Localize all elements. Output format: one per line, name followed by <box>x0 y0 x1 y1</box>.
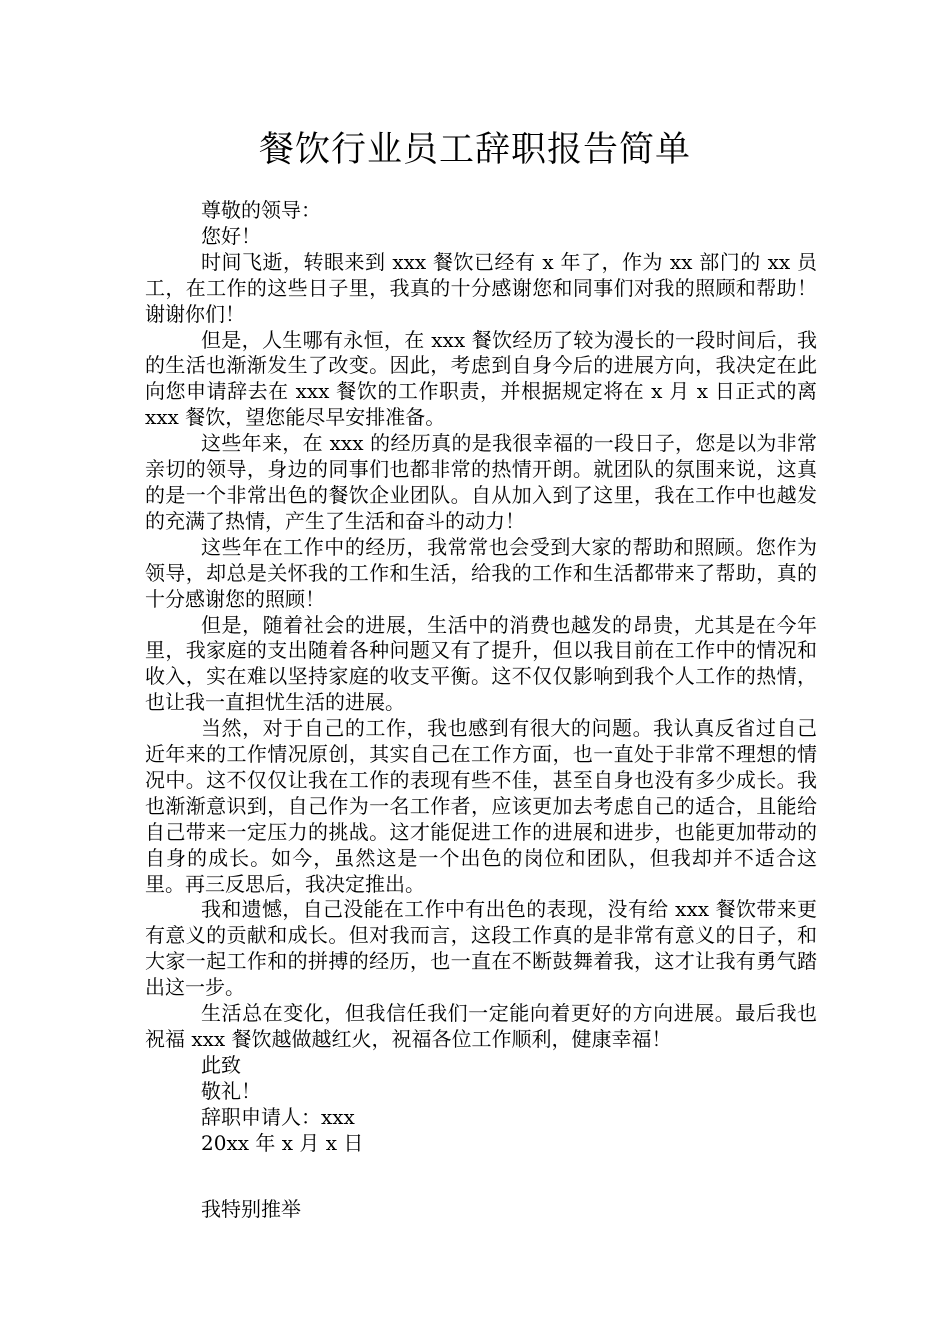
paragraph: 但是，随着社会的进展，生活中的消费也越发的昂贵，尤其是在今年里，我家庭的支出随着各种问题又有了提升，但以我目前在工作中的情况和收入，实在难以坚持家庭的收支平衡。这不仅仅影响到我个人工作的热情，也让我一直担忧生活的进展。 <box>145 612 817 715</box>
document-title: 餐饮行业员工辞职报告简单 <box>258 130 691 170</box>
letter-body <box>145 198 817 1157</box>
signature: 辞职申请人：xxx <box>201 1104 355 1129</box>
closing-regards: 敬礼！ <box>201 1078 261 1103</box>
date: 20xx 年 x 月 x 日 <box>201 1130 364 1155</box>
salutation: 尊敬的领导： <box>201 198 321 222</box>
paragraph: 这些年来，在 xxx 的经历真的是我很幸福的一段日子，您是以为非常亲切的领导，身边的同事们也都非常的热情开朗。就团队的氛围来说，这真的是一个非常出色的餐饮企业团队。自从加入到了这里，我在工作中也越发的充满了热情，产生了生活和奋斗的动力！ <box>145 431 817 533</box>
paragraph: 生活总在变化，但我信任我们一定能向着更好的方向进展。最后我也祝福 xxx 餐饮越做越红火，祝福各位工作顺利，健康幸福！ <box>145 1001 817 1051</box>
paragraph: 当然，对于自己的工作，我也感到有很大的问题。我认真反省过自己近年来的工作情况原创，其实自己在工作方面，也一直处于非常不理想的情况中。这不仅仅让我在工作的表现有些不佳，甚至自身也没有多少成长。我也渐渐意识到，自己作为一名工作者，应该更加去考虑自己的适合，且能给自己带来一定压力的挑战。这才能促进工作的进展和进步，也能更加带动的自身的成长。如今，虽然这是一个出色的岗位和团队，但我却并不适合这里。再三反思后，我决定推出。 <box>145 716 817 896</box>
closing-line: 此致 <box>201 1052 241 1077</box>
paragraph: 这些年在工作中的经历，我常常也会受到大家的帮助和照顾。您作为领导，却总是关怀我的工作和生活，给我的工作和生活都带来了帮助，真的十分感谢您的照顾！ <box>145 534 817 611</box>
paragraph: 我和遗憾，自己没能在工作中有出色的表现，没有给 xxx 餐饮带来更有意义的贡献和成长。但对我而言，这段工作真的是非常有意义的日子，和大家一起工作和的拼搏的经历，也一直在不断鼓舞着我，这才让我有勇气踏出这一步。 <box>145 897 817 1000</box>
footer-note: 我特别推举 <box>201 1197 301 1221</box>
paragraph: 但是，人生哪有永恒，在 xxx 餐饮经历了较为漫长的一段时间后，我的生活也渐渐发生了改变。因此，考虑到自身今后的进展方向，我决定在此向您申请辞去在 xxx 餐饮的工作职责，并根据规定将在 x 月 x 日正式的离 xxx 餐饮，望您能尽早安排准备。 <box>145 327 817 430</box>
paragraph: 时间飞逝，转眼来到 xxx 餐饮已经有 x 年了，作为 xx 部门的 xx 员工，在工作的这些日子里，我真的十分感谢您和同事们对我的照顾和帮助！谢谢你们！ <box>145 249 817 326</box>
greeting: 您好！ <box>201 223 261 248</box>
